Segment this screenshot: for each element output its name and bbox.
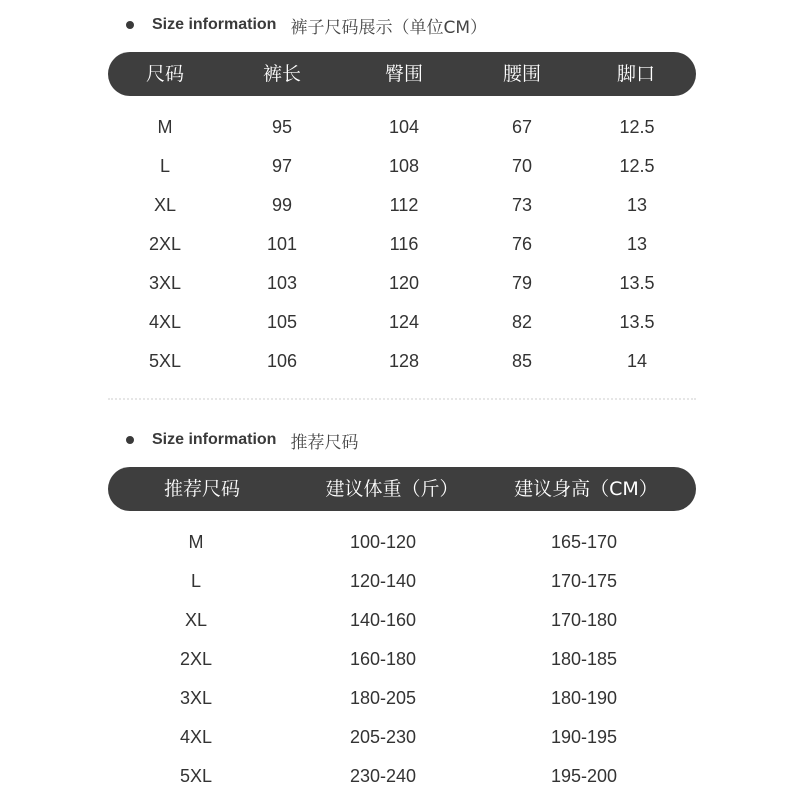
cell-size: 3XL bbox=[179, 688, 213, 708]
cell-hip: 116 bbox=[389, 234, 419, 254]
section-title-en: Size information bbox=[152, 16, 277, 33]
cell-hip: 128 bbox=[388, 351, 420, 371]
cell-hem: 12.5 bbox=[619, 156, 655, 176]
cell-waist: 67 bbox=[511, 117, 533, 137]
cell-size: 2XL bbox=[179, 649, 213, 669]
cell-size: M bbox=[188, 532, 204, 552]
header-recommended-size: 推荐尺码 bbox=[163, 478, 241, 500]
table-row bbox=[0, 683, 800, 713]
bullet-dot-icon bbox=[126, 21, 134, 29]
header-suggested-height: 建议身高（CM） bbox=[514, 478, 658, 500]
cell-weight: 205-230 bbox=[349, 727, 417, 747]
cell-weight: 160-180 bbox=[349, 649, 417, 669]
section-title-en: Size information bbox=[152, 431, 277, 448]
cell-hip: 104 bbox=[388, 117, 420, 137]
table-row bbox=[0, 527, 800, 557]
cell-size: XL bbox=[153, 195, 177, 215]
table-row bbox=[0, 605, 800, 635]
table-row bbox=[0, 307, 800, 337]
cell-height: 170-180 bbox=[550, 610, 618, 630]
table-row bbox=[0, 566, 800, 596]
header-waist: 腰围 bbox=[502, 63, 542, 85]
cell-waist: 70 bbox=[511, 156, 533, 176]
cell-size: 5XL bbox=[179, 766, 213, 786]
table-row bbox=[0, 644, 800, 674]
cell-length: 99 bbox=[271, 195, 293, 215]
cell-hem: 13.5 bbox=[619, 312, 655, 332]
cell-size: M bbox=[157, 117, 173, 137]
header-hip: 臀围 bbox=[384, 63, 424, 85]
cell-size: 5XL bbox=[148, 351, 182, 371]
table-row bbox=[0, 761, 800, 791]
cell-waist: 85 bbox=[511, 351, 533, 371]
cell-height: 195-200 bbox=[550, 766, 618, 786]
cell-hem: 13 bbox=[626, 195, 648, 215]
cell-hem: 13 bbox=[626, 234, 648, 254]
cell-size: XL bbox=[184, 610, 208, 630]
cell-hem: 12.5 bbox=[619, 117, 655, 137]
cell-length: 105 bbox=[266, 312, 298, 332]
section-title-pants-size bbox=[126, 10, 487, 40]
cell-height: 170-175 bbox=[550, 571, 618, 591]
section-title-recommended-size bbox=[126, 425, 358, 455]
cell-waist: 79 bbox=[511, 273, 533, 293]
cell-length: 106 bbox=[266, 351, 298, 371]
cell-weight: 140-160 bbox=[349, 610, 417, 630]
cell-hip: 124 bbox=[388, 312, 420, 332]
table-row bbox=[0, 268, 800, 298]
cell-height: 165-170 bbox=[550, 532, 618, 552]
cell-height: 190-195 bbox=[550, 727, 618, 747]
cell-length: 95 bbox=[271, 117, 293, 137]
section-divider bbox=[108, 398, 696, 400]
cell-weight: 230-240 bbox=[349, 766, 417, 786]
cell-size: 4XL bbox=[179, 727, 213, 747]
table-row bbox=[0, 151, 800, 181]
cell-size: L bbox=[190, 571, 202, 591]
cell-length: 97 bbox=[271, 156, 293, 176]
cell-size: L bbox=[159, 156, 171, 176]
cell-height: 180-190 bbox=[550, 688, 618, 708]
cell-hip: 112 bbox=[389, 195, 419, 215]
table-row bbox=[0, 112, 800, 142]
header-suggested-weight: 建议体重（斤） bbox=[325, 478, 459, 500]
section-title-cn: 推荐尺码 bbox=[290, 432, 359, 453]
recommend-table-header bbox=[108, 467, 696, 511]
cell-size: 2XL bbox=[148, 234, 182, 254]
cell-height: 180-185 bbox=[550, 649, 618, 669]
size-table-header bbox=[108, 52, 696, 96]
cell-waist: 73 bbox=[511, 195, 533, 215]
table-row bbox=[0, 722, 800, 752]
cell-hem: 14 bbox=[626, 351, 648, 371]
header-hem: 脚口 bbox=[616, 63, 656, 85]
cell-length: 101 bbox=[266, 234, 298, 254]
cell-size: 4XL bbox=[148, 312, 182, 332]
cell-size: 3XL bbox=[148, 273, 182, 293]
cell-waist: 82 bbox=[511, 312, 533, 332]
section-title-cn: 裤子尺码展示（单位CM） bbox=[290, 17, 487, 38]
cell-weight: 180-205 bbox=[349, 688, 417, 708]
cell-weight: 100-120 bbox=[349, 532, 417, 552]
cell-waist: 76 bbox=[511, 234, 533, 254]
table-row bbox=[0, 346, 800, 376]
header-size: 尺码 bbox=[145, 63, 185, 85]
table-row bbox=[0, 190, 800, 220]
cell-length: 103 bbox=[266, 273, 298, 293]
cell-hem: 13.5 bbox=[619, 273, 655, 293]
cell-weight: 120-140 bbox=[349, 571, 417, 591]
bullet-dot-icon bbox=[126, 436, 134, 444]
header-pants-length: 裤长 bbox=[262, 63, 302, 85]
cell-hip: 108 bbox=[388, 156, 420, 176]
cell-hip: 120 bbox=[388, 273, 420, 293]
table-row bbox=[0, 229, 800, 259]
